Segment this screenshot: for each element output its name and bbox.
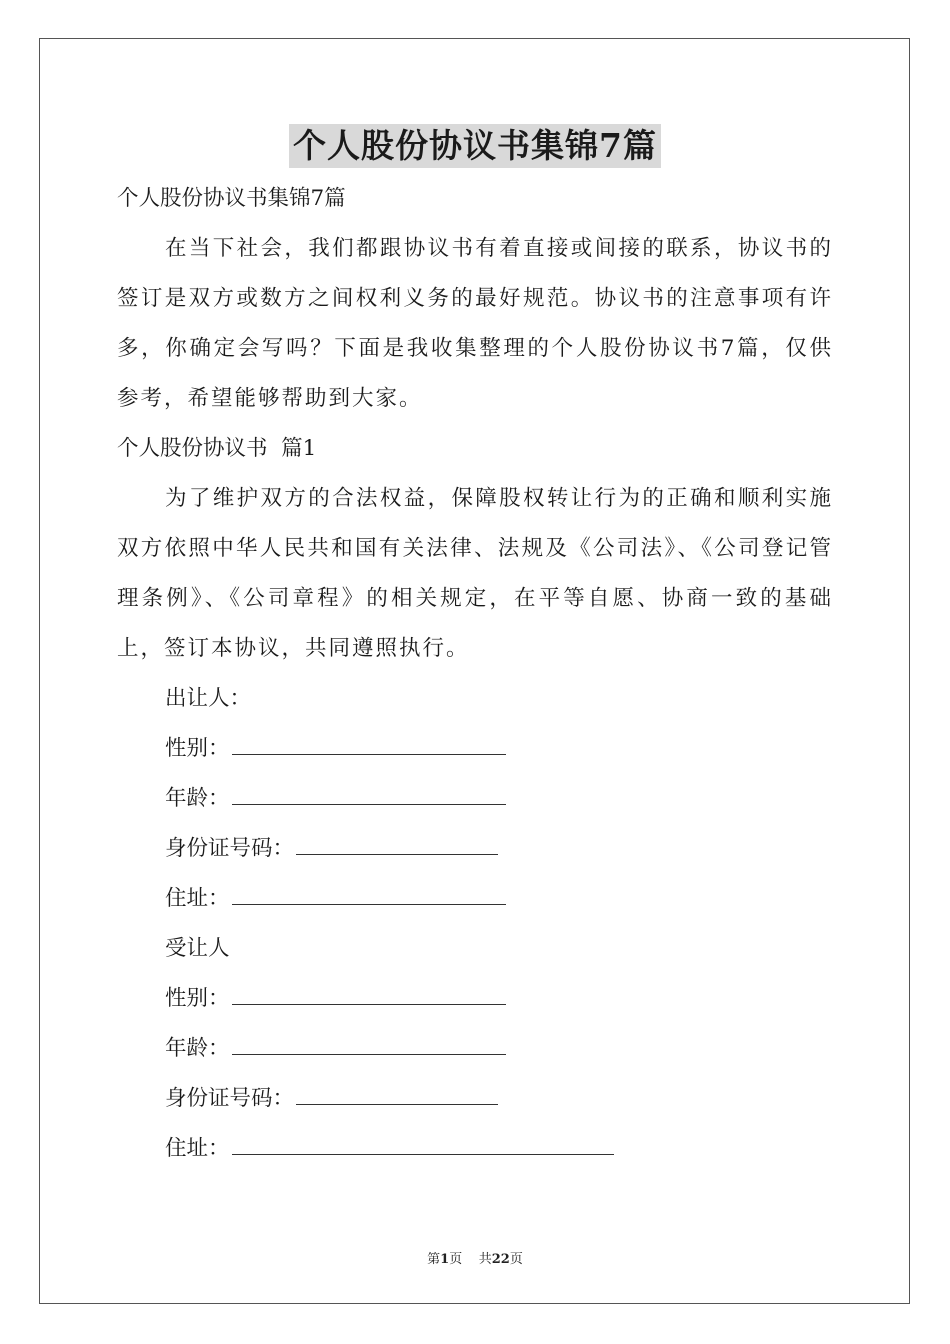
id-number-blank[interactable] <box>296 853 498 855</box>
page-footer <box>0 1248 950 1267</box>
footer-total-suffix: 页 <box>509 1252 523 1267</box>
document-subtitle: 个人股份协议书集锦7篇 <box>117 186 346 211</box>
transferor-age-row <box>117 774 833 824</box>
age-label: 年龄： <box>165 786 230 811</box>
age-label: 年龄： <box>165 1036 230 1061</box>
transferee-address-row <box>117 1124 833 1174</box>
intro-paragraph: 在当下社会，我们都跟协议书有着直接或间接的联系，协议书的签订是双方或数方之间权利义务的最好规范。协议书的注意事项有许多，你确定会写吗？下面是我收集整理的个人股份协议书7篇，仅供参考，希望能够帮助到大家。 <box>117 236 833 411</box>
address-blank[interactable] <box>232 903 506 905</box>
gender-blank[interactable] <box>232 1003 506 1005</box>
transferor-address-row <box>117 874 833 924</box>
document-title: 个人股份协议书集锦7篇 <box>289 124 661 168</box>
transferor-gender-row <box>117 724 833 774</box>
age-blank[interactable] <box>232 1053 506 1055</box>
gender-label: 性别： <box>165 986 230 1011</box>
footer-total-prefix: 共 <box>478 1252 492 1267</box>
footer-page-suffix: 页 <box>449 1252 463 1267</box>
transferor-label: 出让人： <box>165 686 252 711</box>
transferor-id-row <box>117 824 833 874</box>
id-number-blank[interactable] <box>296 1103 498 1105</box>
footer-prefix: 第 <box>427 1252 441 1267</box>
age-blank[interactable] <box>232 803 506 805</box>
address-label: 住址： <box>165 1136 230 1161</box>
transferee-id-row <box>117 1074 833 1124</box>
footer-page-number: 1 <box>440 1252 450 1267</box>
transferee-gender-row <box>117 974 833 1024</box>
footer-total-pages: 22 <box>491 1252 510 1267</box>
address-blank[interactable] <box>232 1153 614 1155</box>
address-label: 住址： <box>165 886 230 911</box>
section-heading: 个人股份协议书 篇1 <box>117 436 317 461</box>
document-body <box>117 174 833 1174</box>
section-paragraph: 为了维护双方的合法权益，保障股权转让行为的正确和顺利实施双方依照中华人民共和国有关法律、法规及《公司法》、《公司登记管理条例》、《公司章程》的相关规定，在平等自愿、协商一致的基础上，签订本协议，共同遵照执行。 <box>117 486 833 661</box>
title-wrap <box>0 124 950 168</box>
gender-label: 性别： <box>165 736 230 761</box>
id-number-label: 身份证号码： <box>165 1086 295 1111</box>
transferee-label: 受让人 <box>165 936 230 961</box>
id-number-label: 身份证号码： <box>165 836 295 861</box>
transferee-age-row <box>117 1024 833 1074</box>
gender-blank[interactable] <box>232 753 506 755</box>
